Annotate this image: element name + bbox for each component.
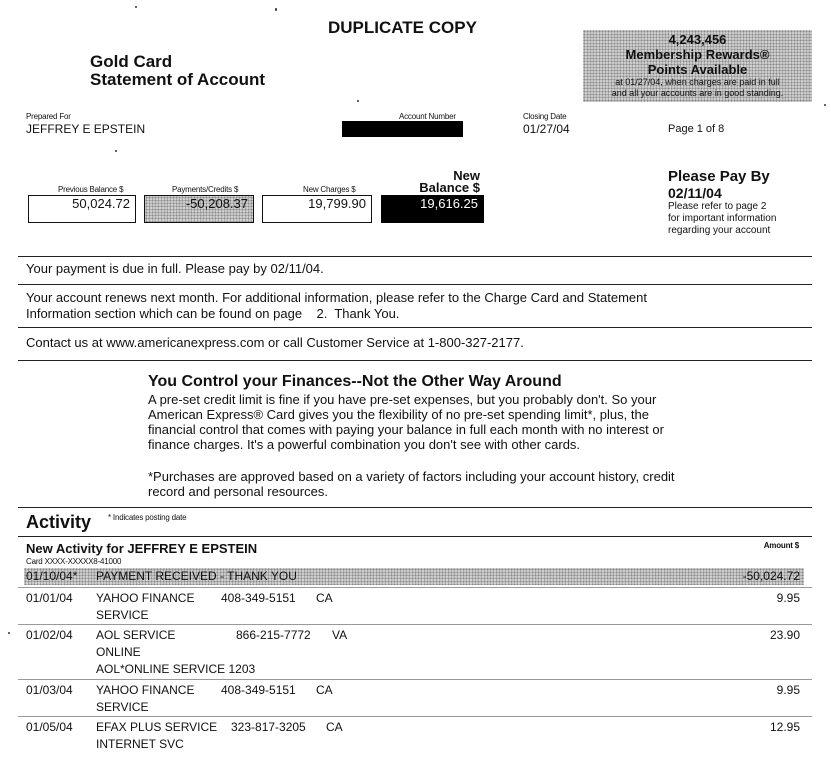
- divider: [18, 536, 812, 537]
- activity-date: 01/01/04: [26, 591, 73, 605]
- page-indicator: Page 1 of 8: [668, 123, 725, 135]
- divider: [18, 284, 812, 285]
- activity-phone: 866-215-7772: [236, 628, 311, 642]
- rewards-subtitle: Points Available: [647, 62, 748, 77]
- promo-line: *Purchases are approved based on a variety of factors including your account history, credit: [148, 469, 675, 484]
- activity-title: Activity: [26, 512, 92, 532]
- table-row: [26, 719, 806, 753]
- renewal-notice-2: Information section which can be found on page 2. Thank You.: [26, 306, 400, 321]
- new-charges-box: [262, 195, 372, 223]
- card-number: Card XXXX-XXXXX8-41000: [26, 557, 122, 566]
- divider: [18, 327, 812, 328]
- activity-amount: 12.95: [769, 720, 800, 734]
- promo-paragraph-1: [148, 392, 664, 452]
- account-number-label: Account Number: [399, 112, 456, 121]
- new-charges-label: New Charges $: [303, 185, 356, 194]
- activity-phone: 323-817-3205: [231, 720, 306, 734]
- payments-credits-box: [144, 195, 254, 223]
- activity-description-line-2: ONLINE: [96, 645, 141, 659]
- activity-phone: 408-349-5151: [221, 591, 296, 605]
- new-activity-heading: New Activity for JEFFREY E EPSTEIN: [26, 541, 258, 556]
- promo-line: financial control that comes with paying your balance in full each month with no interest or: [148, 422, 664, 437]
- new-balance-label-1: New: [453, 168, 480, 183]
- closing-date-label: Closing Date: [523, 112, 567, 121]
- posting-date-note: * Indicates posting date: [108, 513, 187, 522]
- activity-description: YAHOO FINANCE: [96, 683, 195, 697]
- scan-speck: [135, 6, 137, 8]
- activity-date: 01/05/04: [26, 720, 73, 734]
- promo-line: A pre-set credit limit is fine if you have pre-set expenses, but you probably don't. So your: [148, 392, 657, 407]
- activity-description: AOL SERVICE: [96, 628, 176, 642]
- activity-description: PAYMENT RECEIVED - THANK YOU: [96, 569, 297, 583]
- activity-date: 01/10/04*: [26, 569, 78, 583]
- previous-balance-box: [28, 195, 136, 223]
- activity-amount: 23.90: [769, 628, 800, 642]
- pay-by-note-2: for important information: [668, 213, 777, 224]
- activity-amount: 9.95: [776, 683, 800, 697]
- duplicate-copy-label: DUPLICATE COPY: [328, 18, 477, 37]
- scan-speck: [275, 8, 277, 11]
- divider: [18, 587, 812, 588]
- rewards-note-2: and all your accounts are in good standing.: [611, 88, 784, 98]
- activity-description-line-2: INTERNET SVC: [96, 737, 184, 751]
- divider: [18, 507, 812, 508]
- promo-title: You Control your Finances--Not the Other Way Around: [148, 373, 562, 390]
- divider: [18, 624, 812, 625]
- rewards-points: 4,243,456: [668, 32, 727, 47]
- activity-description: EFAX PLUS SERVICE: [96, 720, 218, 734]
- rewards-note-1: at 01/27/04, when charges are paid in full: [615, 77, 780, 87]
- card-name: Gold Card: [90, 52, 173, 71]
- new-charges-value: 19,799.90: [308, 196, 366, 211]
- scan-speck: [824, 104, 826, 106]
- pay-by-note-1: Please refer to page 2: [668, 201, 767, 212]
- renewal-notice-1: Your account renews next month. For additional information, please refer to the Charge Card and Statement: [26, 290, 647, 305]
- prepared-for-value: JEFFREY E EPSTEIN: [26, 122, 146, 136]
- payments-credits-value: -50,208.37: [185, 196, 248, 211]
- statement-title: Statement of Account: [90, 70, 266, 89]
- activity-phone: 408-349-5151: [221, 683, 296, 697]
- table-row: [26, 682, 806, 716]
- table-row: [26, 627, 806, 678]
- activity-description: YAHOO FINANCE: [96, 591, 195, 605]
- closing-date-value: 01/27/04: [523, 122, 570, 136]
- new-balance-value: 19,616.25: [420, 196, 478, 211]
- activity-state: VA: [332, 628, 348, 642]
- promo-line: American Express® Card gives you the flexibility of no pre-set spending limit*, plus, the: [148, 407, 649, 422]
- account-number-redacted: [342, 121, 463, 137]
- activity-date: 01/02/04: [26, 628, 73, 642]
- prepared-for-label: Prepared For: [26, 112, 71, 121]
- payments-credits-label: Payments/Credits $: [172, 185, 239, 194]
- previous-balance-value: 50,024.72: [72, 196, 130, 211]
- scan-speck: [8, 632, 10, 634]
- new-balance-label-2: Balance $: [419, 180, 480, 195]
- new-balance-box: [381, 195, 484, 223]
- activity-amount: 9.95: [776, 591, 800, 605]
- divider: [18, 716, 812, 717]
- promo-line: record and personal resources.: [148, 484, 328, 499]
- activity-state: CA: [316, 591, 333, 605]
- divider: [18, 256, 812, 257]
- pay-by-title: Please Pay By: [668, 168, 770, 185]
- rewards-box: [583, 30, 812, 102]
- promo-paragraph-2: [148, 469, 675, 499]
- rewards-title: Membership Rewards®: [625, 47, 770, 62]
- divider: [18, 679, 812, 680]
- scan-speck: [357, 100, 359, 102]
- activity-state: CA: [326, 720, 343, 734]
- contact-notice: Contact us at www.americanexpress.com or call Customer Service at 1-800-327-2177.: [26, 335, 524, 350]
- activity-description-line-3: AOL*ONLINE SERVICE 1203: [96, 662, 256, 676]
- activity-description-line-2: SERVICE: [96, 700, 149, 714]
- amount-column-header: Amount $: [763, 541, 799, 550]
- activity-description-line-2: SERVICE: [96, 608, 149, 622]
- pay-by-note-3: regarding your account: [668, 225, 771, 236]
- activity-amount: -50,024.72: [742, 569, 800, 583]
- promo-line: finance charges. It's a powerful combination you don't see with other cards.: [148, 437, 581, 452]
- pay-by-date: 02/11/04: [668, 185, 722, 201]
- payment-due-notice: Your payment is due in full. Please pay by 02/11/04.: [26, 261, 324, 276]
- table-row: [26, 590, 806, 624]
- scan-speck: [115, 150, 117, 152]
- activity-state: CA: [316, 683, 333, 697]
- divider: [18, 360, 812, 361]
- previous-balance-label: Previous Balance $: [58, 185, 124, 194]
- activity-date: 01/03/04: [26, 683, 73, 697]
